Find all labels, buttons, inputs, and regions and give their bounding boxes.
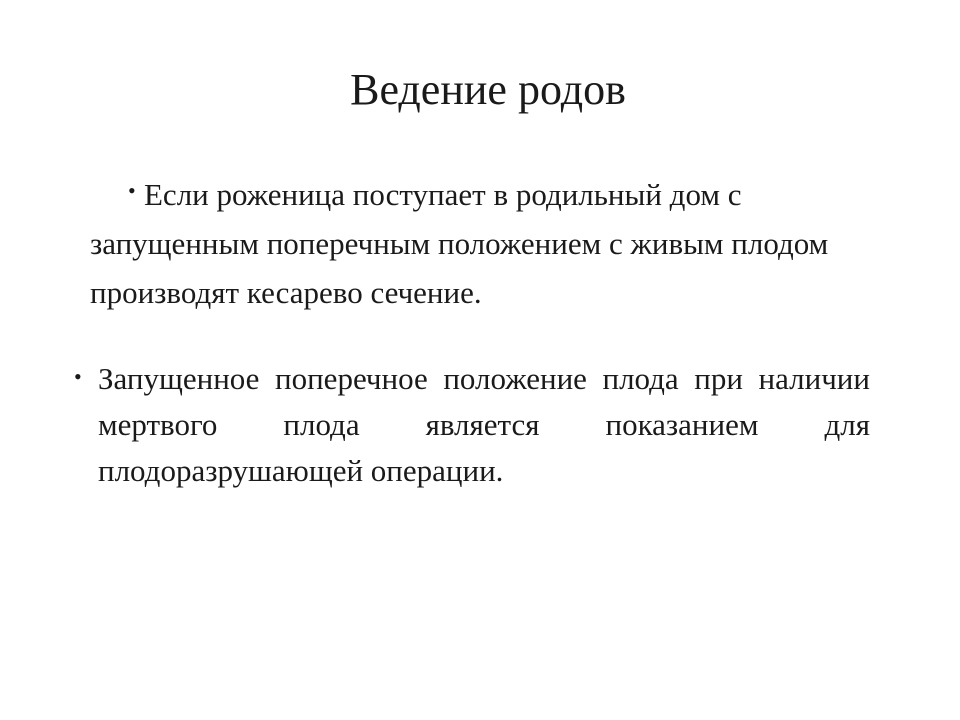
bullet-item-1 (90, 170, 880, 317)
bullet-text-1-content: Если роженица поступает в родильный дом с запущенным поперечным положением с живым плодом производят кесарево сечение. (90, 177, 829, 310)
bullet-text-2: Запущенное поперечное положение плода при наличии мертвого плода является показанием для плодоразрушающей операции. (98, 361, 870, 488)
bullet-text-1 (90, 170, 880, 317)
bullet-item-2 (74, 356, 870, 494)
bullet-marker-1: • (128, 178, 136, 203)
bullet-marker-2: • (74, 364, 82, 389)
slide-title: Ведение родов (350, 65, 626, 114)
